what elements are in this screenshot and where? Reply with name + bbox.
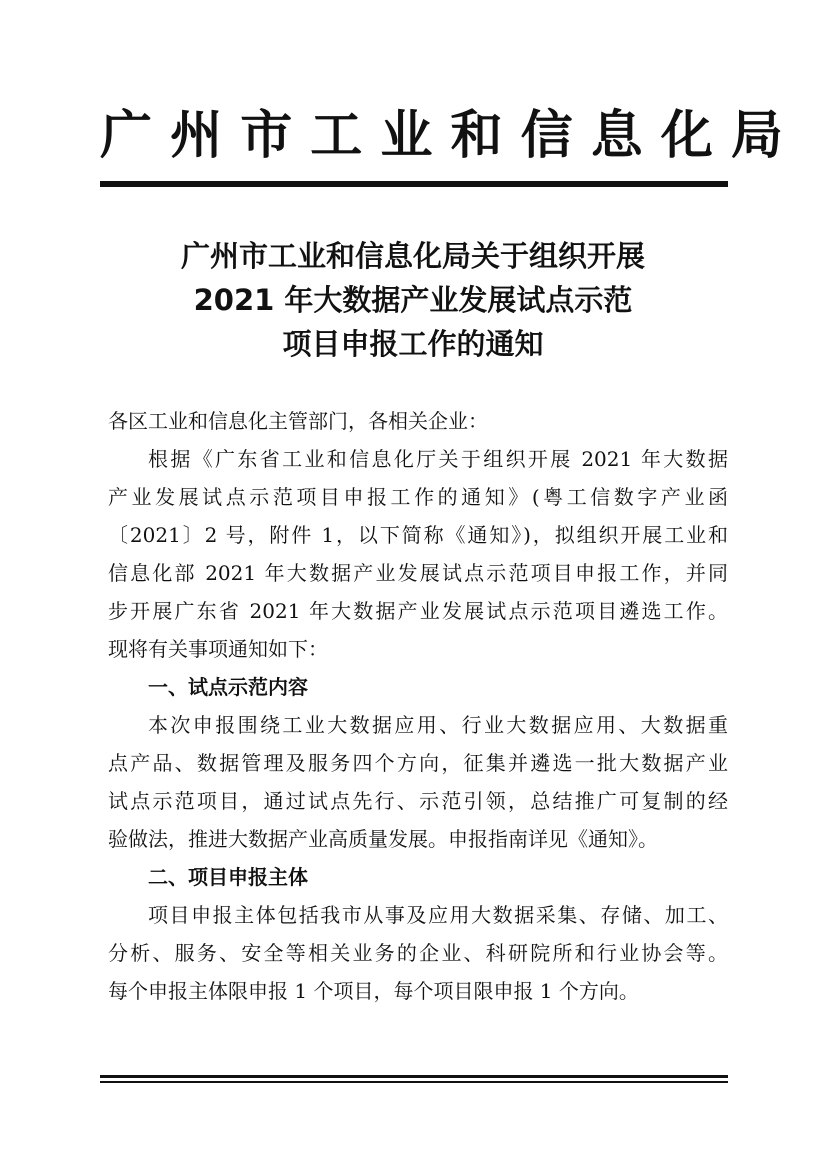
section-1-line-3: 试点示范项目，通过试点先行、示范引领，总结推广可复制的经 — [108, 789, 728, 813]
intro-line-3: 〔2021〕2 号，附件 1，以下简称《通知》)，拟组织开展工业和 — [108, 523, 728, 547]
salutation: 各区工业和信息化主管部门，各相关企业： — [108, 409, 488, 433]
document-body — [108, 402, 728, 1010]
section-1-line-1: 本次申报围绕工业大数据应用、行业大数据应用、大数据重 — [148, 713, 728, 737]
document-title-line-1: 广州市工业和信息化局关于组织开展 — [180, 239, 645, 273]
issuing-authority-header: 广 州 市 工 业 和 信 息 化 局 — [100, 105, 783, 166]
section-2-line-1: 项目申报主体包括我市从事及应用大数据采集、存储、加工、 — [148, 903, 728, 927]
intro-line-6: 现将有关事项通知如下： — [108, 637, 328, 661]
footer-divider-thick — [100, 1075, 728, 1078]
section-2-line-3: 每个申报主体限申报 1 个项目，每个项目限申报 1 个方向。 — [108, 979, 639, 1003]
intro-line-5: 步开展广东省 2021 年大数据产业发展试点示范项目遴选工作。 — [108, 599, 728, 623]
section-1-heading: 一、试点示范内容 — [148, 675, 308, 699]
section-1-line-4: 验做法，推进大数据产业高质量发展。申报指南详见《通知》。 — [108, 827, 658, 851]
section-1-line-2: 点产品、数据管理及服务四个方向，征集并遴选一批大数据产业 — [108, 751, 728, 775]
document-title — [100, 234, 726, 366]
document-title-line-2: 2021 年大数据产业发展试点示范 — [193, 283, 633, 317]
header-divider — [100, 181, 728, 187]
section-2-line-2: 分析、服务、安全等相关业务的企业、科研院所和行业协会等。 — [108, 941, 728, 965]
intro-line-2: 产业发展试点示范项目申报工作的通知》(粤工信数字产业函 — [108, 485, 728, 509]
document-title-line-3: 项目申报工作的通知 — [282, 327, 544, 361]
footer-divider-thin — [100, 1081, 728, 1083]
section-2-heading: 二、项目申报主体 — [148, 865, 308, 889]
intro-line-4: 信息化部 2021 年大数据产业发展试点示范项目申报工作，并同 — [108, 561, 728, 585]
intro-line-1: 根据《广东省工业和信息化厅关于组织开展 2021 年大数据 — [148, 447, 728, 471]
